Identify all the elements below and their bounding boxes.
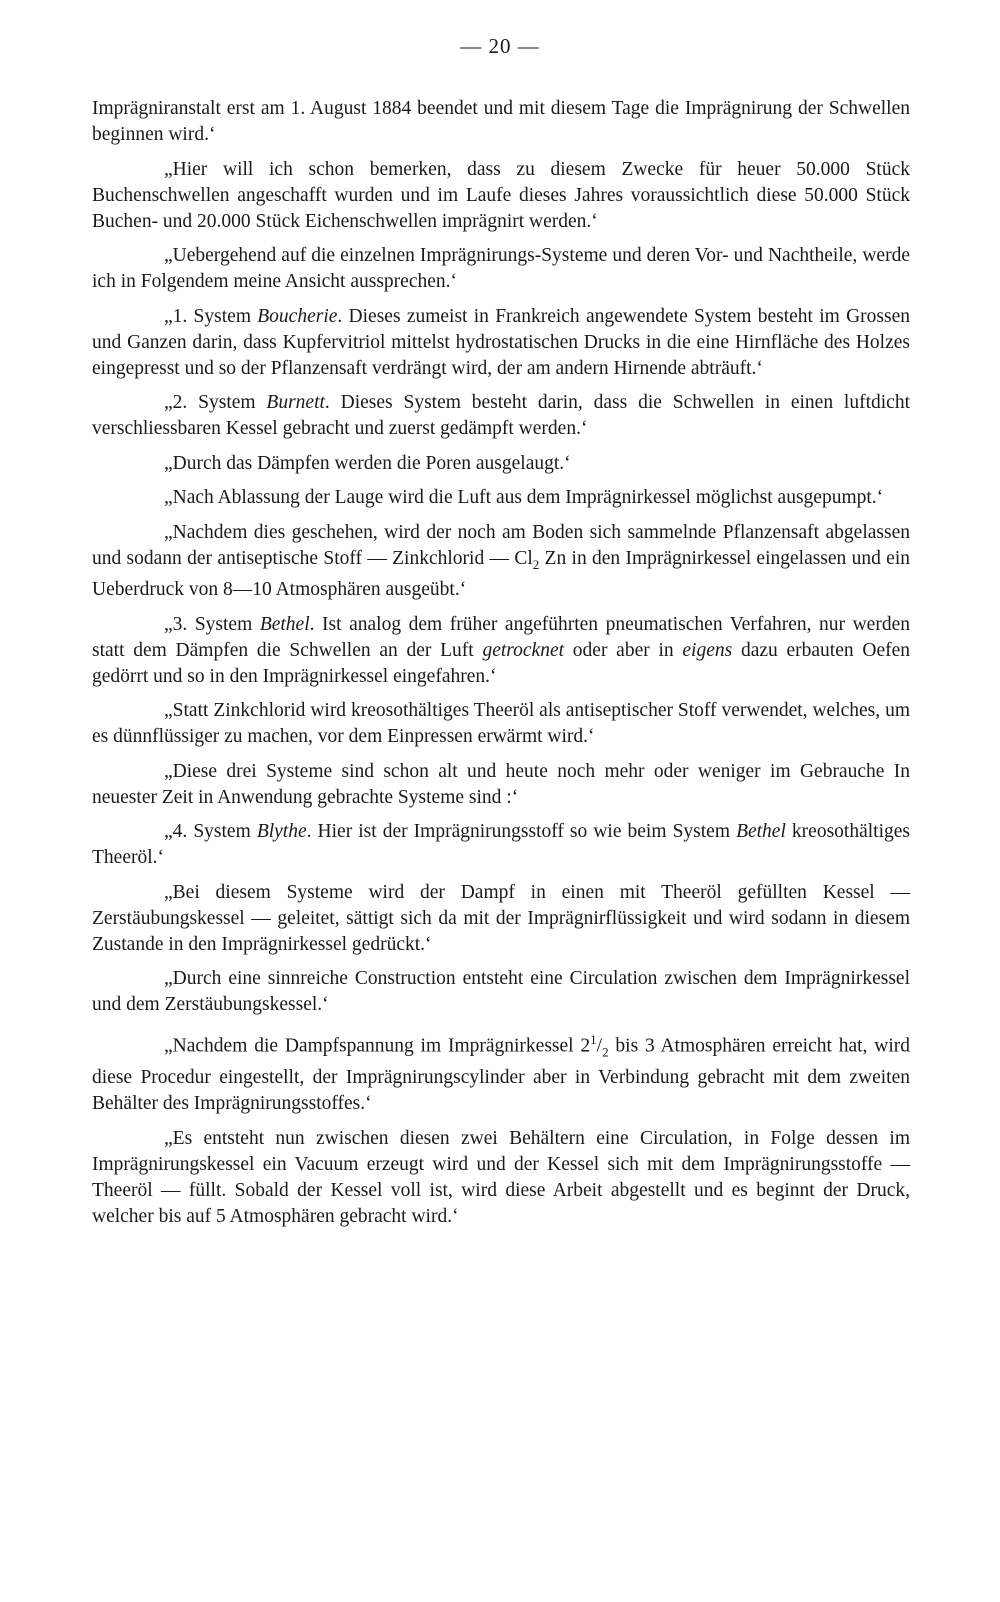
text-segment: 1 <box>590 1031 597 1047</box>
paragraph <box>92 1027 910 1117</box>
paragraph <box>92 304 910 382</box>
text-segment: oder aber in <box>564 639 683 661</box>
text-segment: . Dieses zumeist in Frankreich angewendete System besteht im Grossen und Ganzen darin, dass Kupfervitriol mittelst hydrostatischen Drucks in die eine Hirnfläche des Holzes eingepresst und so der Pflanzensaft verdrängt wird, der am andern Hirnende abträuft.‘ <box>92 305 910 379</box>
text-segment: 2 <box>532 556 540 572</box>
text-segment: . Dieses System besteht darin, dass die Schwellen in einen luftdicht verschliessbaren Kessel gebracht und zuerst gedämpft werden.‘ <box>92 392 910 439</box>
paragraph <box>92 1126 910 1230</box>
paragraph <box>92 612 910 690</box>
text-segment: „Nach Ablassung der Lauge wird die Luft aus dem Imprägnirkessel möglichst ausgepumpt.‘ <box>164 487 884 508</box>
text-segment: „Uebergehend auf die einzelnen Imprägnirungs-Systeme und deren Vor- und Nachtheile, werde ich in Folgendem meine Ansicht aussprechen.‘ <box>92 245 910 292</box>
paragraph <box>92 966 910 1018</box>
paragraph <box>92 96 910 148</box>
text-segment: „4. System <box>164 821 257 843</box>
text-segment: „Statt Zinkchlorid wird kreosothältiges Theeröl als antiseptischer Stoff verwendet, welches, um es dünnflüssiger zu machen, vor dem Einpressen erwärmt wird.‘ <box>92 700 910 748</box>
paragraph <box>92 485 910 511</box>
text-segment: „1. System <box>164 305 258 327</box>
page-number: — 20 — <box>460 34 540 58</box>
text-segment: „2. System <box>164 392 267 413</box>
paragraph <box>92 451 910 477</box>
italic-text: getrocknet <box>482 639 565 661</box>
text-segment: „Es entsteht nun zwischen diesen zwei Behältern eine Circulation, in Folge dessen im Imprägnirungskessel ein Vacuum erzeugt wird und der Kessel sich mit dem Imprägnirungsstoffe — Theeröl — füllt. Sobald der Kessel voll ist, wird diese Arbeit abgestellt und es beginnt der Druck, welcher bis auf 5 Atmosphären gebracht wird.‘ <box>92 1127 910 1227</box>
italic-text: Bethel <box>259 613 310 635</box>
paragraph <box>92 759 910 811</box>
text-segment: dazu erbauten Oefen gedörrt und so in den Imprägnirkessel eingefahren.‘ <box>92 639 910 687</box>
text-segment: 2 <box>602 1044 609 1060</box>
text-segment: Imprägniranstalt erst am 1. August 1884 beendet und mit diesem Tage die Imprägnirung der Schwellen beginnen wird.‘ <box>92 98 910 145</box>
text-segment: „Diese drei Systeme sind schon alt und heute noch mehr oder weniger im Gebrauche In neuester Zeit in Anwendung gebrachte Systeme sind :‘ <box>92 760 910 808</box>
text-segment: . Ist analog dem früher angeführten pneumatischen Verfahren, nur werden statt dem Dämpfen die Schwellen an der Luft <box>92 613 910 661</box>
text-segment: „Nachdem die Dampfspannung im Imprägnirkessel 2 <box>164 1035 591 1057</box>
text-segment: kreosothältiges Theeröl.‘ <box>92 821 910 869</box>
text-segment: . Hier ist der Imprägnirungsstoff so wie beim System <box>306 821 737 843</box>
paragraph <box>92 390 910 442</box>
text-segment: „3. System <box>164 613 260 635</box>
paragraph <box>92 243 910 295</box>
text-segment: „Nachdem dies geschehen, wird der noch am Boden sich sammelnde Pflanzensaft abgelassen und sodann der antiseptische Stoff — Zinkchlorid — Cl <box>92 521 910 569</box>
italic-text: Burnett <box>266 392 325 413</box>
paragraph <box>92 819 910 871</box>
body-text <box>92 96 910 1238</box>
text-segment: Zn in den Imprägnirkessel eingelassen und ein Ueberdruck von 8—10 Atmosphären ausgeübt.‘ <box>92 547 910 601</box>
text-segment: „Durch das Dämpfen werden die Poren ausgelaugt.‘ <box>164 452 571 474</box>
italic-text: eigens <box>682 639 733 661</box>
italic-text: Boucherie <box>257 305 338 327</box>
text-segment: bis 3 Atmosphären erreicht hat, wird diese Procedur eingestellt, der Imprägnirungscylinder aber in Verbindung gebracht mit dem zweiten Behälter des Imprägnirungsstoffes.‘ <box>92 1035 910 1115</box>
text-segment: „Durch eine sinnreiche Construction entsteht eine Circulation zwischen dem Imprägnirkessel und dem Zerstäubungskessel.‘ <box>92 968 910 1016</box>
paragraph <box>92 880 910 958</box>
text-segment: „Hier will ich schon bemerken, dass zu diesem Zwecke für heuer 50.000 Stück Buchenschwellen angeschafft wurden und im Laufe dieses Jahres voraussichtlich diese 50.000 Stück Buchen- und 20.000 Stück Eichenschwellen imprägnirt werden.‘ <box>92 158 910 232</box>
text-segment: „Bei diesem Systeme wird der Dampf in einen mit Theeröl gefüllten Kessel — Zerstäubungskessel — geleitet, sättigt sich da mit der Imprägnirflüssigkeit und wird sodann in diesem Zustande in den Imprägnirkessel gedrückt.‘ <box>92 881 910 955</box>
italic-text: Bethel <box>736 821 786 843</box>
italic-text: Blythe <box>256 821 307 843</box>
paragraph <box>92 157 910 235</box>
paragraph <box>92 520 910 604</box>
text-segment: / <box>596 1035 603 1057</box>
paragraph <box>92 698 910 750</box>
